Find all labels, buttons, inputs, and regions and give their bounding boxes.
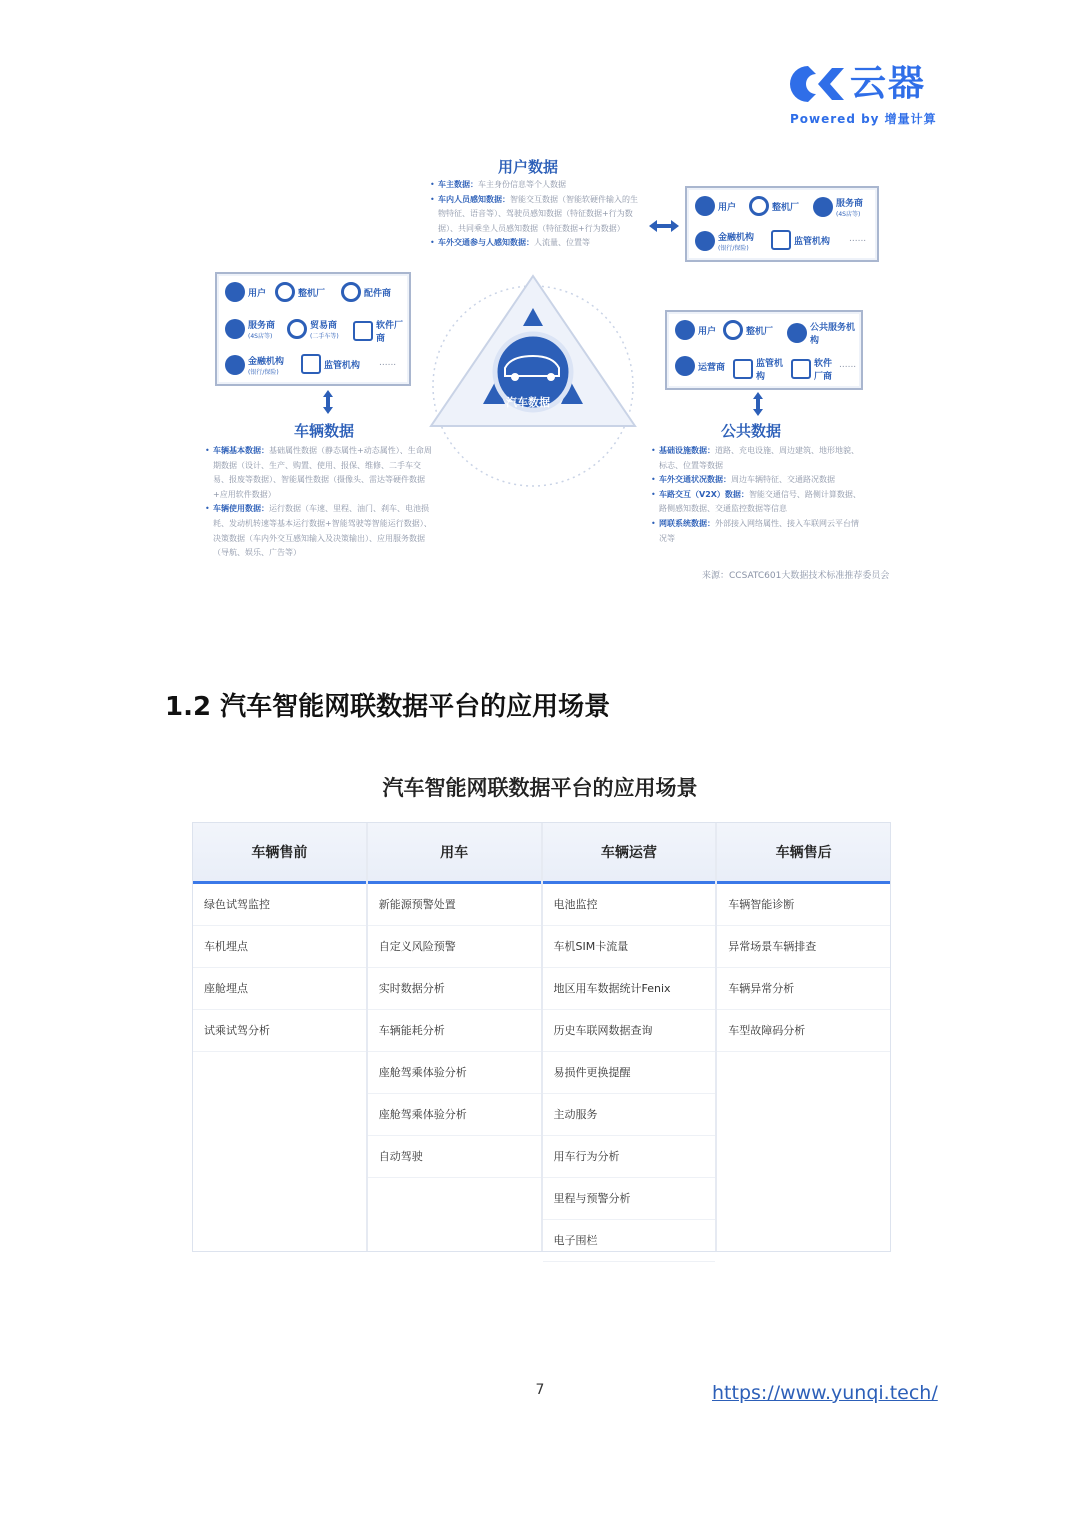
- vehicle-bullet-1: • 车辆基本数据：基础属性数据（静态属性+动态属性）、生命周期数据（设计、生产、购置、使用、报保、维修、二手车交易、报废等数据）、智能属性数据（摄像头、雷达等硬件数据+应用软件数据）: [205, 444, 433, 502]
- table-cell: 电池监控: [543, 884, 716, 926]
- car-gear-icon: [723, 320, 743, 340]
- table-column-operation: [543, 823, 718, 1251]
- entity-user: 用户: [695, 196, 736, 216]
- double-arrow-vertical-icon: [323, 390, 333, 414]
- table-cell: 车辆能耗分析: [368, 1010, 541, 1052]
- table-cell: 座舱驾乘体验分析: [368, 1052, 541, 1094]
- table-cell: 历史车联网数据查询: [543, 1010, 716, 1052]
- public-bullet-3: • 车路交互（V2X）数据：智能交通信号、路侧计算数据、路侧感知数据、交通监控数据等信息: [651, 488, 861, 517]
- software-icon: [791, 359, 811, 379]
- table-cell: 自动驾驶: [368, 1136, 541, 1178]
- entity-finance: 金融机构 (银行/保险): [695, 230, 754, 252]
- entity-parts: 配件商: [341, 282, 391, 302]
- book-icon: [733, 359, 753, 379]
- diagram-source: 来源：CCSATC601大数据技术标准推荐委员会: [702, 571, 890, 581]
- table-cell: 车型故障码分析: [717, 1010, 890, 1052]
- entity-regulator: 监管机构: [301, 354, 360, 374]
- public-entities-more: ......: [839, 360, 857, 370]
- entity-operator: 运营商: [675, 356, 725, 376]
- logo-brand-name: 云器: [850, 63, 927, 104]
- coins-icon: [225, 355, 245, 375]
- car-gear-icon: [275, 282, 295, 302]
- entity-finance: 金融机构 (银行/保险): [225, 354, 284, 376]
- table-cell: 异常场景车辆排查: [717, 926, 890, 968]
- website-link[interactable]: https://www.yunqi.tech/: [712, 1382, 938, 1404]
- entity-regulator: 监管机构: [771, 230, 830, 250]
- double-arrow-vertical-icon: [753, 392, 763, 416]
- person-icon: [695, 196, 715, 216]
- user-bullet-1: • 车主数据：车主身份信息等个人数据: [430, 178, 640, 193]
- user-bullet-3: • 车外交通参与人感知数据：人流量、位置等: [430, 236, 640, 251]
- page-number: 7: [535, 1382, 545, 1398]
- table-cell: 车机SIM卡流量: [543, 926, 716, 968]
- column-header: 车辆售前: [193, 823, 366, 884]
- entity-regulator: 监管机构: [733, 356, 791, 382]
- table-column-usage: [368, 823, 543, 1251]
- table-cell: 实时数据分析: [368, 968, 541, 1010]
- user-bullet-2: • 车内人员感知数据：智能交互数据（智能软硬件输入的生物特征、语音等）、驾驶员感知数据（特征数据+行为数据）、共同乘坐人员感知数据（特征数据+行为数据）: [430, 193, 640, 237]
- center-label: 汽车数据: [506, 396, 550, 409]
- car-gear-icon: [749, 196, 769, 216]
- table-cell: 用车行为分析: [543, 1136, 716, 1178]
- vehicle-bullet-2: • 车辆使用数据：运行数据（车速、里程、油门、刹车、电池损耗、发动机转速等基本运行数据+智能驾驶等智能运行数据）、决策数据（车内外交互感知输入及决策输出）、应用服务数据（导航、娱乐、广告等）: [205, 502, 433, 560]
- entity-public-service: 公共服务机构: [787, 320, 857, 346]
- person-icon: [675, 320, 695, 340]
- table-title: 汽车智能网联数据平台的应用场景: [382, 776, 698, 800]
- service-icon: [225, 319, 245, 339]
- public-bullet-1: • 基础设施数据：道路、充电设施、周边建筑、地形地貌、标志、位置等数据: [651, 444, 861, 473]
- table-cell: 车机埋点: [193, 926, 366, 968]
- table-cell: 里程与预警分析: [543, 1178, 716, 1220]
- road-icon: [787, 323, 807, 343]
- table-cell: 座舱埋点: [193, 968, 366, 1010]
- entity-oem: 整机厂: [275, 282, 325, 302]
- section-heading: 1.2 汽车智能网联数据平台的应用场景: [165, 692, 611, 722]
- table-cell: 电子围栏: [543, 1220, 716, 1262]
- vehicle-entities-more: ......: [379, 358, 397, 368]
- entity-service: 服务商 (4S店等): [225, 318, 275, 340]
- software-icon: [353, 321, 373, 341]
- table-cell: 绿色试驾监控: [193, 884, 366, 926]
- person-icon: [225, 282, 245, 302]
- car-data-diagram: [205, 150, 915, 590]
- column-header: 车辆运营: [543, 823, 716, 884]
- entity-oem: 整机厂: [749, 196, 799, 216]
- service-icon: [813, 197, 833, 217]
- table-column-presale: [193, 823, 368, 1251]
- table-cell: 车辆异常分析: [717, 968, 890, 1010]
- gears-icon: [341, 282, 361, 302]
- double-arrow-horizontal-icon: [649, 220, 679, 232]
- column-header: 用车: [368, 823, 541, 884]
- table-cell: 座舱驾乘体验分析: [368, 1094, 541, 1136]
- user-entities-more: ......: [849, 234, 867, 244]
- entity-trader: 贸易商 (二手车等): [287, 318, 339, 340]
- table-cell: 易损件更换提醒: [543, 1052, 716, 1094]
- table-cell: 地区用车数据统计Fenix: [543, 968, 716, 1010]
- entity-user: 用户: [675, 320, 716, 340]
- table-cell: 试乘试驾分析: [193, 1010, 366, 1052]
- public-bullet-2: • 车外交通状况数据：周边车辆特征、交通路况数据: [651, 473, 861, 488]
- public-data-bullets: [651, 444, 861, 546]
- public-bullet-4: • 网联系统数据：外部接入网络属性、接入车联网云平台情况等: [651, 517, 861, 546]
- user-entities-box: [685, 186, 879, 262]
- entity-software: 软件厂商: [353, 318, 405, 344]
- entity-user: 用户: [225, 282, 266, 302]
- table-cell: 自定义风险预警: [368, 926, 541, 968]
- table-cell: 车辆智能诊断: [717, 884, 890, 926]
- column-header: 车辆售后: [717, 823, 890, 884]
- public-data-title: 公共数据: [721, 422, 782, 440]
- vehicle-data-title: 车辆数据: [294, 422, 355, 440]
- vehicle-entities-box: [215, 272, 411, 386]
- logo-tagline: Powered by 增量计算: [790, 112, 937, 126]
- satellite-icon: [675, 356, 695, 376]
- brand-logo: [788, 62, 937, 132]
- yunqi-logo-icon: [788, 64, 846, 104]
- application-scenarios-table: [192, 822, 891, 1252]
- table-column-aftersale: [717, 823, 890, 1251]
- dollar-icon: [287, 319, 307, 339]
- entity-service: 服务商 (4S店等): [813, 196, 863, 218]
- public-entities-box: [665, 310, 863, 390]
- vehicle-data-bullets: [205, 444, 433, 561]
- coins-icon: [695, 231, 715, 251]
- book-icon: [301, 354, 321, 374]
- user-data-bullets: [430, 178, 640, 251]
- entity-oem: 整机厂: [723, 320, 773, 340]
- table-cell: 主动服务: [543, 1094, 716, 1136]
- table-cell: 新能源预警处置: [368, 884, 541, 926]
- book-icon: [771, 230, 791, 250]
- entity-software: 软件厂商: [791, 356, 839, 382]
- user-data-title: 用户数据: [498, 158, 559, 176]
